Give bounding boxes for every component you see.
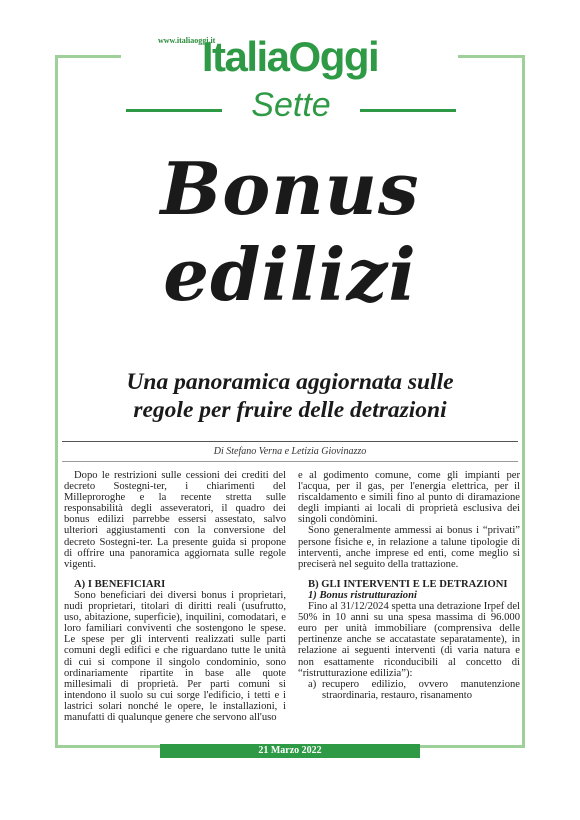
- left-column: [64, 470, 286, 723]
- frame-top-right-border: [458, 55, 525, 58]
- privati-paragraph: Sono generalmente ammessi ai bonus i “privati” persone fisiche e, in relazione a talune tipologie di interventi, anche imprese ed enti, come meglio si preciserà nel seguito della trattazione.: [298, 525, 520, 570]
- page-title: [70, 146, 510, 318]
- section-heading-a: A) I BENEFICIARI: [74, 578, 166, 590]
- subtitle-line-1: Una panoramica aggiornata sulle: [126, 369, 454, 395]
- brand-logo: ItaliaOggi: [201, 33, 379, 80]
- frame-right-border: [522, 55, 525, 745]
- byline-rule-bottom: [62, 461, 518, 462]
- section-heading-b: B) GLI INTERVENTI E LE DETRAZIONI: [308, 578, 508, 590]
- subsection-heading-1: 1) Bonus ristrutturazioni: [308, 589, 417, 601]
- title-line-1: Bonus: [160, 146, 420, 231]
- subtitle: [70, 368, 510, 424]
- byline-rule-top: [62, 441, 518, 442]
- byline: Di Stefano Verna e Letizia Giovinazzo: [213, 446, 367, 457]
- frame-left-border: [55, 55, 58, 745]
- beneficiari-paragraph: Sono beneficiari dei diversi bonus i proprietari, nudi proprietari, titolari di diritti reali (usufrutto, uso, abitazione, superficie), inquilini, comodatari, e loro familiari conviventi che sostengono le spese. Le spese per gli interventi realizzati sulle parti comuni degli edifici e che riguardano tutte le unità di cui si compone il singolo condominio, sono ordinariamente ripartite in base alle quote millesimali di proprietà. Per parti comuni si intendono il suolo su cui sorge l'edificio, i tetti e i lastrici solari nonché le opere, le installazioni, i manufatti di qualunque genere che servono all'uso: [64, 589, 286, 723]
- continued-paragraph: e al godimento comune, come gli impianti per l'acqua, per il gas, per l'energia elettrica, per il riscaldamento e simili fino al punto di diramazione degli impianti ai locali di proprietà esclusiva dei singoli condòmini.: [298, 470, 520, 526]
- footer-date: 21 Marzo 2022: [160, 744, 420, 758]
- ristrutturazioni-paragraph: Fino al 31/12/2024 spetta una detrazione Irpef del 50% in 10 anni su una spesa massima di 96.000 euro per unità immobiliare (comprensiva delle pertinenze anche se accatastate separatamente), in relazione ai seguenti interventi (di varia natura e non esattamente riconducibili al concetto di “ristrutturazione edilizia”):: [298, 601, 520, 679]
- intro-paragraph: Dopo le restrizioni sulle cessioni dei crediti del decreto Sostegni-ter, i chiarimenti del Milleproroghe e la recente stretta sulle responsabilità degli asseveratori, il quadro dei bonus edilizi parrebbe essersi assestato, salvo ulteriori aggiustamenti con la conversione del decreto Sostegni-ter. La presente guida si propone di offrire una panoramica aggiornata sulle regole vigenti.: [64, 470, 286, 570]
- list-marker: a): [308, 678, 317, 690]
- list-item-a: [298, 679, 520, 701]
- logo-rule-left: [126, 109, 222, 112]
- right-column: [298, 470, 520, 701]
- site-url: www.italiaoggi.it: [158, 36, 216, 45]
- brand-sub-label: Sette: [251, 86, 331, 124]
- title-line-2: edilizi: [163, 232, 417, 317]
- subtitle-line-2: regole per fruire delle detrazioni: [133, 397, 447, 423]
- logo-rule-right: [360, 109, 456, 112]
- brand-sub-logo: [126, 86, 456, 128]
- list-item-text: recupero edilizio, ovvero manutenzione straordinaria, restauro, risanamento: [322, 678, 520, 701]
